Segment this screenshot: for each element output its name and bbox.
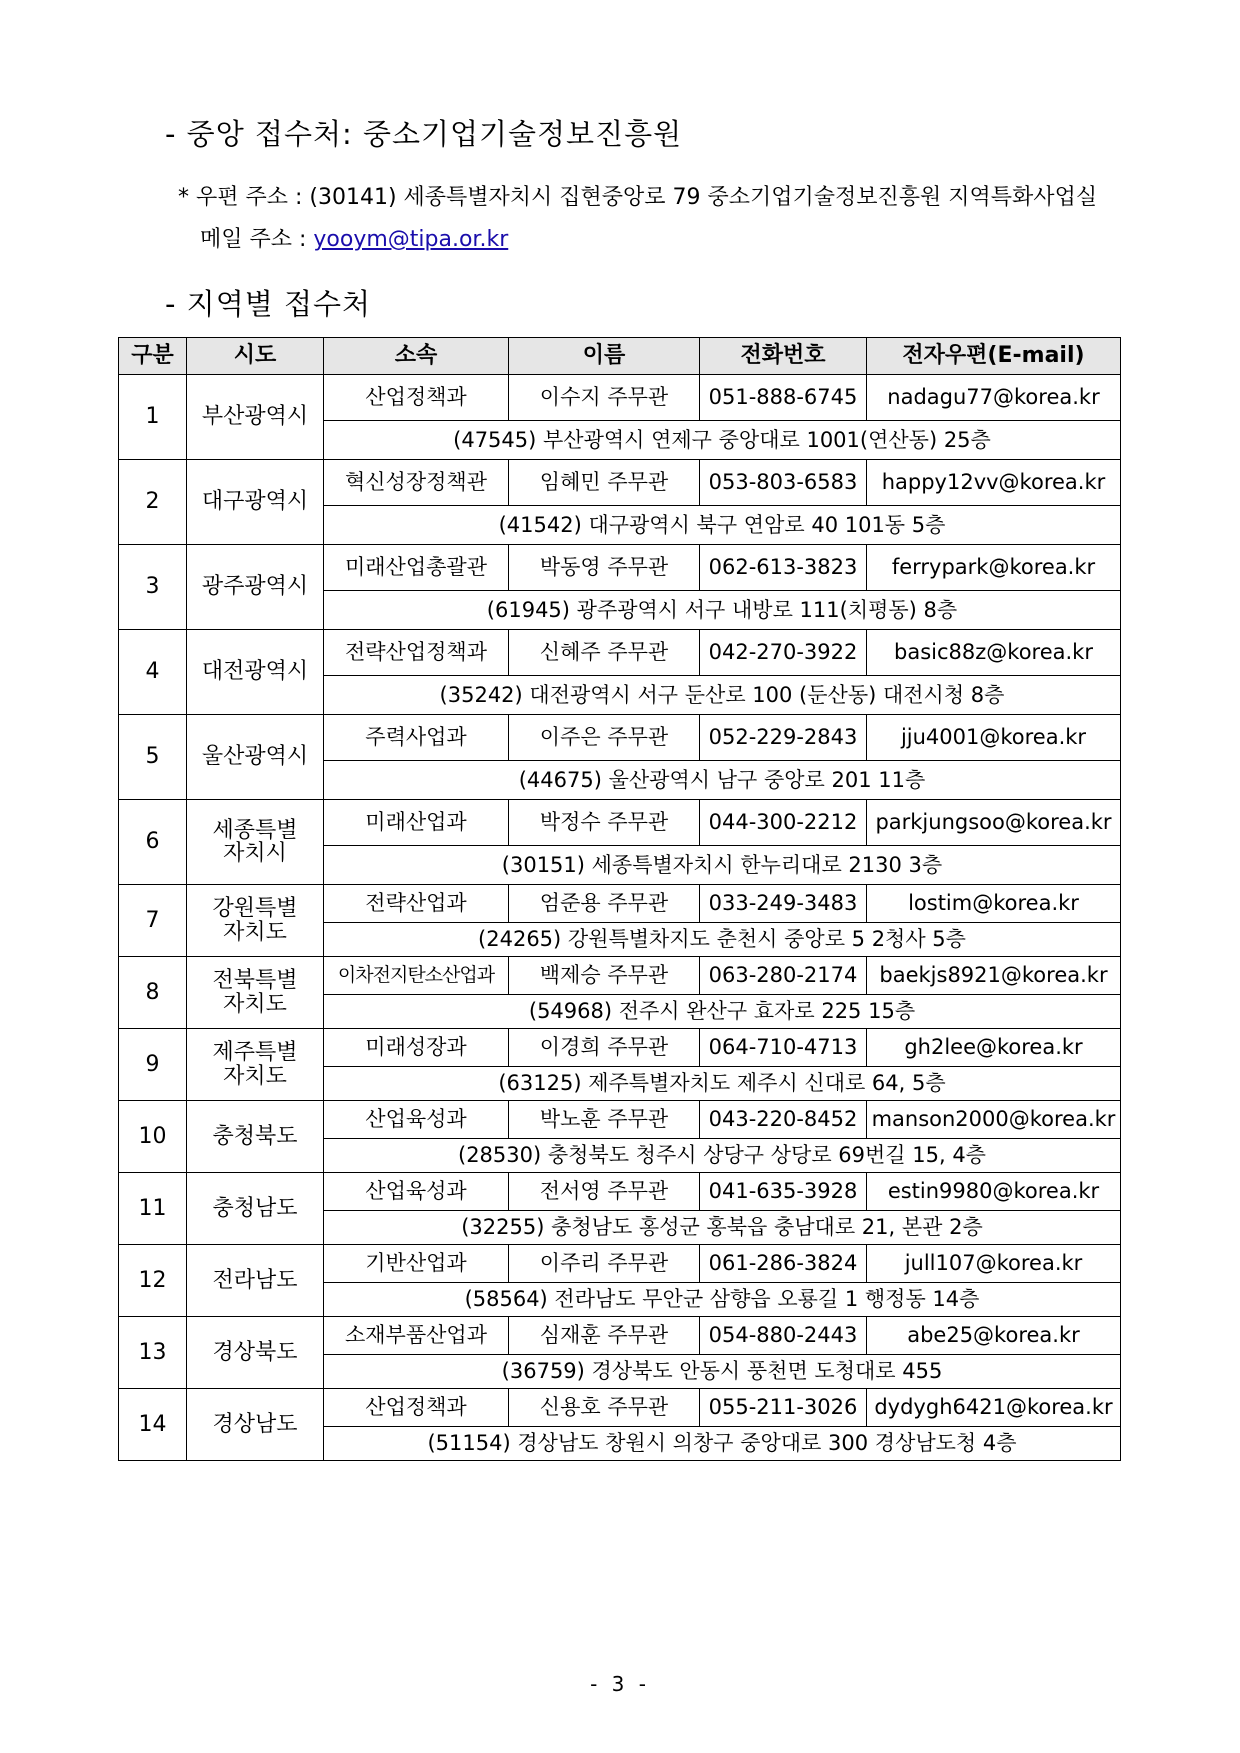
table-row	[119, 885, 1121, 923]
phone-number: 055-211-3026	[700, 1389, 867, 1427]
department: 혁신성장정책관	[324, 460, 509, 506]
department: 주력사업과	[324, 715, 509, 761]
row-number: 1	[119, 375, 187, 460]
table-row	[119, 800, 1121, 846]
row-number: 8	[119, 957, 187, 1029]
department: 미래산업과	[324, 800, 509, 846]
email-address[interactable]: ferrypark@korea.kr	[867, 545, 1121, 591]
department: 미래산업총괄관	[324, 545, 509, 591]
department: 미래성장과	[324, 1029, 509, 1067]
email-address[interactable]: parkjungsoo@korea.kr	[867, 800, 1121, 846]
email-address[interactable]: lostim@korea.kr	[867, 885, 1121, 923]
postal-address: (51154) 경상남도 창원시 의창구 중앙대로 300 경상남도청 4층	[324, 1427, 1121, 1461]
central-email-line	[200, 222, 508, 253]
contact-name: 신혜주 주무관	[509, 630, 700, 676]
region-name: 대전광역시	[187, 630, 324, 715]
region-name: 충청북도	[187, 1101, 324, 1173]
department: 소재부품산업과	[324, 1317, 509, 1355]
postal-address: (24265) 강원특별차지도 춘천시 중앙로 5 2청사 5층	[324, 923, 1121, 957]
contact-name: 이주은 주무관	[509, 715, 700, 761]
central-heading: - 중앙 접수처: 중소기업기술정보진흥원	[165, 117, 683, 151]
row-number: 14	[119, 1389, 187, 1461]
region-name: 대구광역시	[187, 460, 324, 545]
phone-number: 062-613-3823	[700, 545, 867, 591]
postal-address: (41542) 대구광역시 북구 연암로 40 101동 5층	[324, 506, 1121, 545]
header-cell: 소속	[324, 338, 509, 375]
region-name: 강원특별 자치도	[187, 885, 324, 957]
contact-name: 신용호 주무관	[509, 1389, 700, 1427]
table-row	[119, 1029, 1121, 1067]
contact-name: 임혜민 주무관	[509, 460, 700, 506]
row-number: 10	[119, 1101, 187, 1173]
header-cell: 전자우편(E-mail)	[867, 338, 1121, 375]
contact-name: 박정수 주무관	[509, 800, 700, 846]
row-number: 6	[119, 800, 187, 885]
postal-address: (44675) 울산광역시 남구 중앙로 201 11층	[324, 761, 1121, 800]
email-address[interactable]: abe25@korea.kr	[867, 1317, 1121, 1355]
contact-name: 심재훈 주무관	[509, 1317, 700, 1355]
region-name: 광주광역시	[187, 545, 324, 630]
table-header-row	[119, 338, 1121, 375]
email-label: 메일 주소 :	[200, 227, 314, 252]
table-row	[119, 1317, 1121, 1355]
contact-name: 이경희 주무관	[509, 1029, 700, 1067]
phone-number: 064-710-4713	[700, 1029, 867, 1067]
region-name: 부산광역시	[187, 375, 324, 460]
table-row	[119, 957, 1121, 995]
postal-address: (36759) 경상북도 안동시 풍천면 도청대로 455	[324, 1355, 1121, 1389]
region-name: 울산광역시	[187, 715, 324, 800]
row-number: 5	[119, 715, 187, 800]
table-body	[119, 375, 1121, 1461]
row-number: 4	[119, 630, 187, 715]
region-name: 세종특별 자치시	[187, 800, 324, 885]
email-address[interactable]: baekjs8921@korea.kr	[867, 957, 1121, 995]
table-row	[119, 1245, 1121, 1283]
phone-number: 061-286-3824	[700, 1245, 867, 1283]
contact-name: 이주리 주무관	[509, 1245, 700, 1283]
postal-address: (54968) 전주시 완산구 효자로 225 15층	[324, 995, 1121, 1029]
row-number: 9	[119, 1029, 187, 1101]
department: 산업육성과	[324, 1101, 509, 1139]
email-address[interactable]: basic88z@korea.kr	[867, 630, 1121, 676]
regional-heading: - 지역별 접수처	[165, 287, 371, 321]
email-address[interactable]: nadagu77@korea.kr	[867, 375, 1121, 421]
email-address[interactable]: gh2lee@korea.kr	[867, 1029, 1121, 1067]
postal-address: (47545) 부산광역시 연제구 중앙대로 1001(연산동) 25층	[324, 421, 1121, 460]
row-number: 2	[119, 460, 187, 545]
postal-address: (35242) 대전광역시 서구 둔산로 100 (둔산동) 대전시청 8층	[324, 676, 1121, 715]
header-cell: 시도	[187, 338, 324, 375]
table-row	[119, 1389, 1121, 1427]
region-name: 전라남도	[187, 1245, 324, 1317]
table-row	[119, 630, 1121, 676]
email-address[interactable]: estin9980@korea.kr	[867, 1173, 1121, 1211]
contact-name: 전서영 주무관	[509, 1173, 700, 1211]
postal-address: (28530) 충청북도 청주시 상당구 상당로 69번길 15, 4층	[324, 1139, 1121, 1173]
regional-contacts-table	[118, 337, 1121, 1461]
region-name: 전북특별 자치도	[187, 957, 324, 1029]
phone-number: 033-249-3483	[700, 885, 867, 923]
postal-address: (63125) 제주특별자치도 제주시 신대로 64, 5층	[324, 1067, 1121, 1101]
phone-number: 053-803-6583	[700, 460, 867, 506]
phone-number: 054-880-2443	[700, 1317, 867, 1355]
contact-name: 엄준용 주무관	[509, 885, 700, 923]
table-row	[119, 460, 1121, 506]
table-row	[119, 545, 1121, 591]
region-name: 충청남도	[187, 1173, 324, 1245]
email-address[interactable]: jull107@korea.kr	[867, 1245, 1121, 1283]
email-address[interactable]: manson2000@korea.kr	[867, 1101, 1121, 1139]
row-number: 13	[119, 1317, 187, 1389]
page-number: - 3 -	[590, 1672, 650, 1696]
phone-number: 042-270-3922	[700, 630, 867, 676]
table-row	[119, 1101, 1121, 1139]
contact-name: 백제승 주무관	[509, 957, 700, 995]
row-number: 7	[119, 885, 187, 957]
row-number: 11	[119, 1173, 187, 1245]
email-address[interactable]: happy12vv@korea.kr	[867, 460, 1121, 506]
department: 전략산업정책과	[324, 630, 509, 676]
phone-number: 041-635-3928	[700, 1173, 867, 1211]
central-email-link[interactable]: yooym@tipa.or.kr	[313, 227, 509, 252]
table-row	[119, 715, 1121, 761]
postal-address: (30151) 세종특별자치시 한누리대로 2130 3층	[324, 846, 1121, 885]
region-name: 경상북도	[187, 1317, 324, 1389]
phone-number: 044-300-2212	[700, 800, 867, 846]
header-cell: 전화번호	[700, 338, 867, 375]
phone-number: 051-888-6745	[700, 375, 867, 421]
row-number: 12	[119, 1245, 187, 1317]
header-cell: 이름	[509, 338, 700, 375]
contact-name: 박동영 주무관	[509, 545, 700, 591]
contact-name: 박노훈 주무관	[509, 1101, 700, 1139]
header-cell: 구분	[119, 338, 187, 375]
phone-number: 043-220-8452	[700, 1101, 867, 1139]
postal-address: (61945) 광주광역시 서구 내방로 111(치평동) 8층	[324, 591, 1121, 630]
phone-number: 063-280-2174	[700, 957, 867, 995]
contact-name: 이수지 주무관	[509, 375, 700, 421]
department: 산업정책과	[324, 1389, 509, 1427]
department: 산업육성과	[324, 1173, 509, 1211]
email-address[interactable]: jju4001@korea.kr	[867, 715, 1121, 761]
postal-address: (58564) 전라남도 무안군 삼향읍 오룡길 1 행정동 14층	[324, 1283, 1121, 1317]
region-name: 제주특별 자치도	[187, 1029, 324, 1101]
row-number: 3	[119, 545, 187, 630]
table-row	[119, 375, 1121, 421]
table-row	[119, 1173, 1121, 1211]
department: 전략산업과	[324, 885, 509, 923]
region-name: 경상남도	[187, 1389, 324, 1461]
department: 산업정책과	[324, 375, 509, 421]
department: 이차전지탄소산업과	[324, 957, 509, 995]
email-address[interactable]: dydygh6421@korea.kr	[867, 1389, 1121, 1427]
department: 기반산업과	[324, 1245, 509, 1283]
central-address-line: * 우편 주소 : (30141) 세종특별자치시 집현중앙로 79 중소기업기술정보진흥원 지역특화사업실	[178, 185, 1098, 210]
postal-address: (32255) 충청남도 홍성군 홍북읍 충남대로 21, 본관 2층	[324, 1211, 1121, 1245]
phone-number: 052-229-2843	[700, 715, 867, 761]
